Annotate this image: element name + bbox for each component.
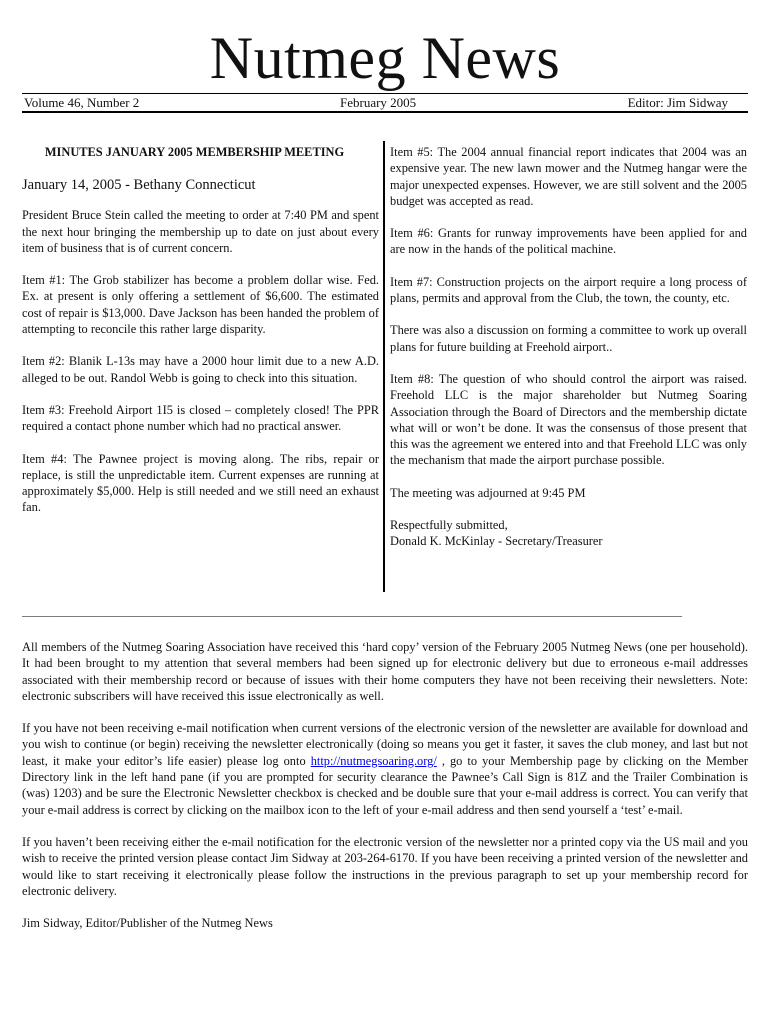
paragraph-item-4: Item #4: The Pawnee project is moving along. The ribs, repair or replace, is still the unpredictable item. Current expenses are running at approximately $5,000. Help is still needed and we still need an exhaust fan.	[22, 451, 379, 515]
paragraph-committee: There was also a discussion on forming a committee to work up overall plans for future building at Freehold airport..	[390, 323, 747, 354]
section-separator: ______________________________________________________________________________________________________________	[22, 604, 682, 618]
paragraph-item-7: Item #7: Construction projects on the airport require a long process of plans, permits and approval from the Club, the town, the county, etc.	[390, 274, 747, 306]
minutes-heading: MINUTES JANUARY 2005 MEMBERSHIP MEETING	[44, 145, 345, 159]
paragraph-item-6: Item #6: Grants for runway improvements have been applied for and are now in the hands of the political machine.	[390, 226, 747, 257]
column-divider	[383, 141, 385, 592]
paragraph-item-1: Item #1: The Grob stabilizer has become a problem dollar wise. Fed. Ex. at present is only offering a settlement of $6,600. The estimated cost of repair is $13,000. Dave Jackson has been handed the problem of attempting to reconcile this rather large disparity.	[22, 273, 379, 337]
minutes-column-left	[22, 144, 379, 516]
editor-notice	[22, 639, 748, 947]
paragraph-item-8: Item #8: The question of who should control the airport was raised. Freehold LLC is the major shareholder but Nutmeg Soaring Association through the Board of Directors and the membership dictate what will or won’t be done. It was the consensus of those present that this was the agreement we entered into and that Freehold LLC was only the mechanism that made the airport purchase possible.	[390, 371, 747, 468]
paragraph-adjourned: The meeting was adjourned at 9:45 PM	[390, 485, 586, 500]
editor-signoff: Jim Sidway, Editor/Publisher of the Nutmeg News	[22, 916, 273, 931]
minutes-column-right	[390, 144, 747, 550]
paragraph-item-3: Item #3: Freehold Airport 1I5 is closed – completely closed! The PPR required a contact phone number which had no practical answer.	[22, 402, 379, 434]
paragraph-call-to-order: President Bruce Stein called the meeting to order at 7:40 PM and spent the next hour bringing the membership up to date on just about every item of business that is of current concern.	[22, 208, 379, 255]
volume-number: Volume 46, Number 2	[24, 95, 140, 110]
paragraph-item-5: Item #5: The 2004 annual financial report indicates that 2004 was an expensive year. The new lawn mower and the Nutmeg hangar were the major unexpected expenses. However, we are still solvent and the 2005 budget was accepted as read.	[390, 145, 747, 208]
notice-text-b: , go to your Membership page by clicking on the Member Directory link in the left hand pane (if you are prompted for security clearance the Pawnee’s Call Sign is 81Z and the Trailer Combination is (was) 1203) and be sure the Electronic Newsletter checkbox is checked and be double sure that your e-mail address is correct. You can verify that your e-mail address is correct by clicking on the mailbox icon to the left of your e-mail address and then send yourself a ‘test’ e-mail.	[22, 753, 748, 817]
website-link[interactable]: http://nutmegsoaring.org/	[310, 753, 437, 768]
paragraph-item-2: Item #2: Blanik L-13s may have a 2000 hour limit due to a new A.D. alleged to be out. Randol Webb is going to check into this situation.	[22, 354, 379, 385]
issue-info-bar	[22, 93, 748, 113]
signature-line-1: Respectfully submitted,	[390, 518, 508, 533]
newsletter-masthead: Nutmeg News	[209, 25, 561, 91]
notice-paragraph-3: If you haven’t been receiving either the e-mail notification for the electronic version of the newsletter nor a printed copy via the US mail and you wish to receive the printed version please contact Jim Sidway at 203-264-6170. If you have been receiving a printed version of the newsletter and would like to start receiving it electronically please follow the instructions in the previous paragraph to set up your membership record for electronic delivery.	[22, 834, 748, 898]
issue-date: February 2005	[340, 95, 417, 110]
notice-paragraph-2	[22, 720, 748, 818]
notice-text-a: If you have not been receiving e-mail notification when current versions of the electronic version of the newsletter are available for download and you wish to continue (or begin) receiving the newsletter electronically (doing so means you get it faster, it saves the club money, and last but not least, it make your editor’s life easier) please log onto	[22, 721, 748, 768]
signature-line-2: Donald K. McKinlay - Secretary/Treasurer	[390, 534, 603, 549]
meeting-dateline: January 14, 2005 - Bethany Connecticut	[22, 177, 256, 194]
editor-credit: Editor: Jim Sidway	[627, 95, 728, 110]
notice-paragraph-1: All members of the Nutmeg Soaring Association have received this ‘hard copy’ version of the February 2005 Nutmeg News (one per household). It had been brought to my attention that several members had been signed up for electronic delivery but due to erroneous e-mail addresses associated with their membership record or because of issues with their home computers they have not been receiving their newsletters. Note: electronic subscribers will have received this issue electronically as well.	[22, 640, 748, 703]
